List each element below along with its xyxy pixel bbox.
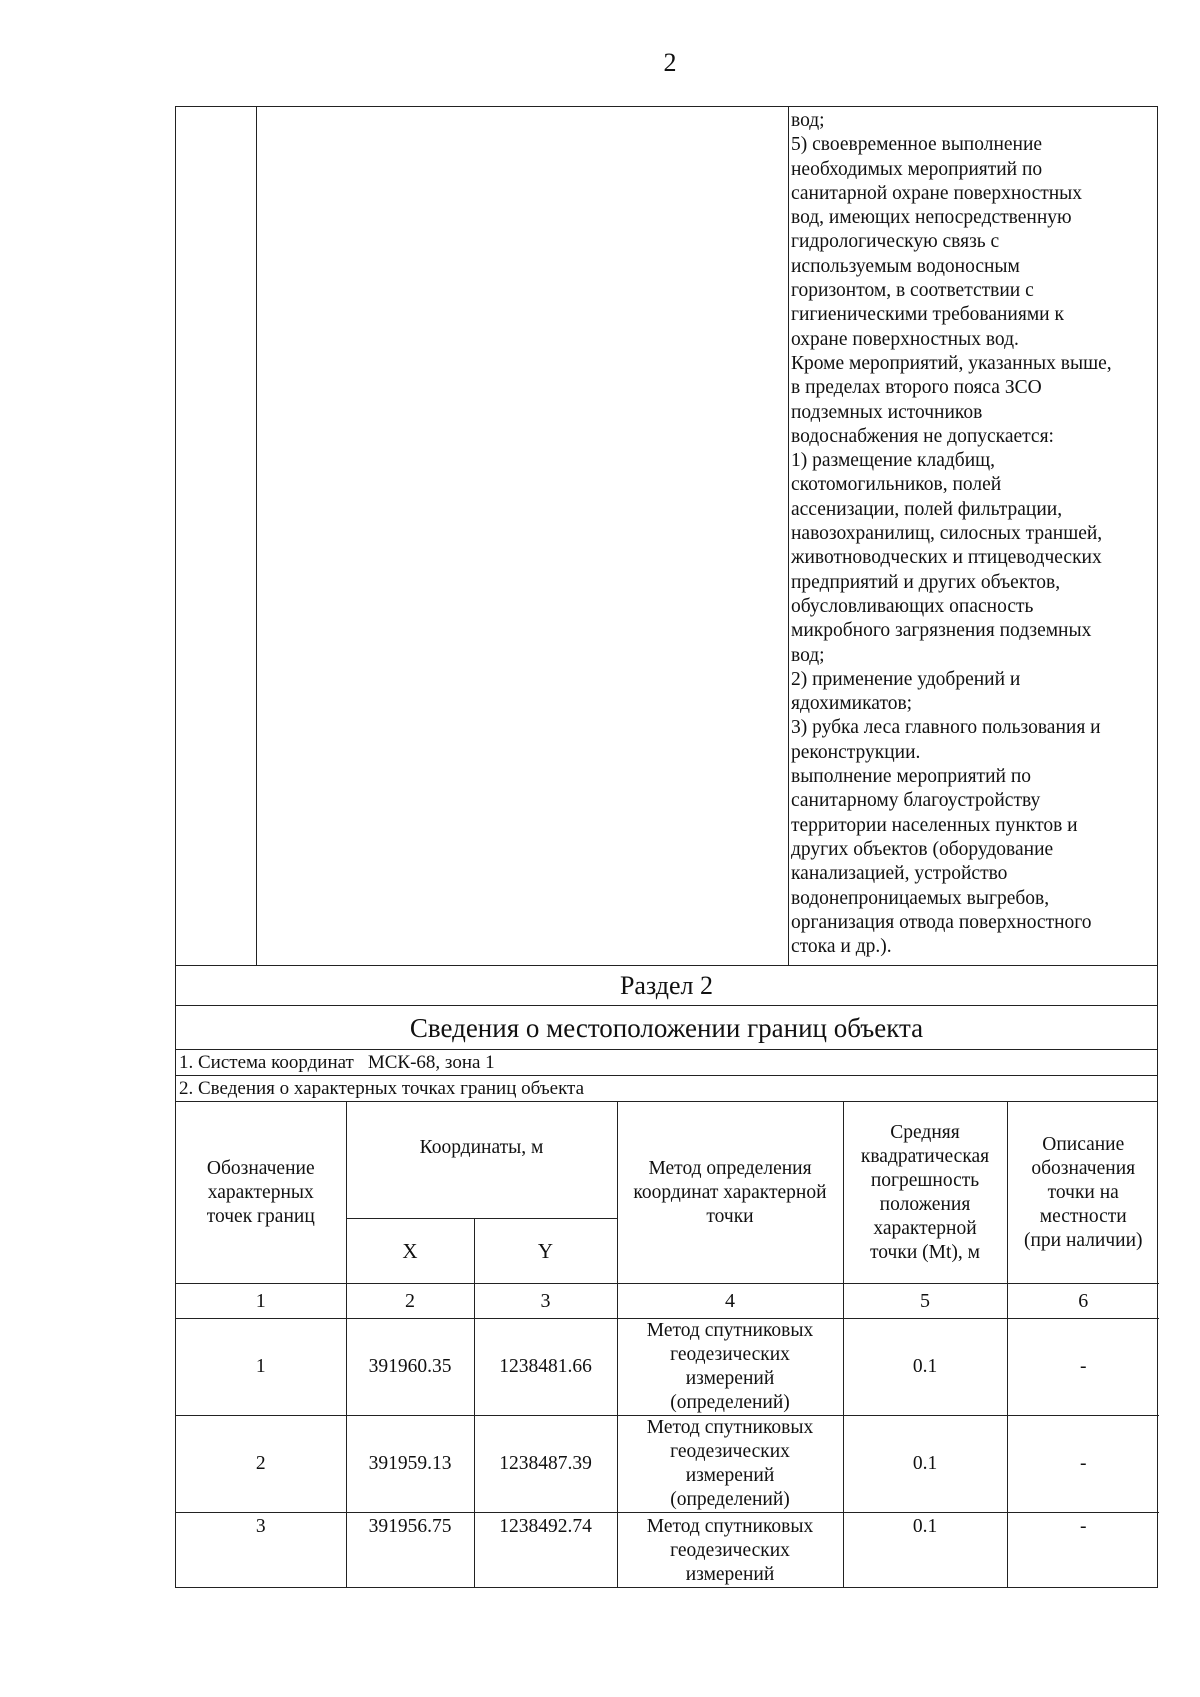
header-description — [1007, 1102, 1159, 1284]
point-x: 391959.13 — [346, 1416, 474, 1513]
coord-system-label: 1. Система координат — [179, 1052, 354, 1073]
point-y: 1238481.66 — [474, 1319, 617, 1416]
header-coordinates: Координаты, м — [346, 1102, 617, 1219]
column-number: 5 — [843, 1284, 1007, 1319]
continuation-line: канализацией, устройство — [791, 863, 1008, 885]
continuation-line: других объектов (оборудование — [791, 838, 1054, 860]
continuation-row — [176, 107, 1157, 966]
header-error — [843, 1102, 1007, 1284]
table-row — [176, 1416, 1159, 1513]
text-line: геодезических — [670, 1441, 790, 1462]
continuation-line: навозохранилищ, силосных траншей, — [791, 523, 1103, 545]
section-heading: Сведения о местоположении границ объекта — [176, 1006, 1157, 1050]
point-method — [617, 1319, 843, 1416]
continuation-line: 2) применение удобрений и — [791, 668, 1021, 690]
text-line: Описание — [1042, 1133, 1125, 1155]
point-id: 1 — [176, 1319, 346, 1416]
column-number: 6 — [1007, 1284, 1159, 1319]
coord-system-line — [176, 1050, 1157, 1076]
header-method — [617, 1102, 843, 1284]
column-number: 4 — [617, 1284, 843, 1319]
continuation-col-name — [257, 107, 789, 965]
continuation-line: санитарному благоустройству — [791, 790, 1041, 812]
continuation-line: санитарной охране поверхностных — [791, 182, 1083, 204]
text-line: геодезических — [670, 1344, 790, 1365]
continuation-line: Кроме мероприятий, указанных выше, — [791, 352, 1112, 374]
text-line: Метод спутниковых — [646, 1320, 814, 1341]
text-line: Метод определения — [648, 1157, 812, 1179]
text-line: измерений — [685, 1465, 775, 1486]
text-line: Средняя — [890, 1121, 960, 1143]
continuation-line: 1) размещение кладбищ, — [791, 450, 996, 472]
continuation-line: вод; — [791, 644, 825, 666]
continuation-col-number — [176, 107, 257, 965]
continuation-line: необходимых мероприятий по — [791, 158, 1043, 180]
document-table — [175, 106, 1158, 1588]
text-line: (определений) — [670, 1392, 790, 1413]
continuation-line: стока и др.). — [791, 936, 892, 958]
continuation-line: гигиеническими требованиями к — [791, 304, 1064, 326]
point-error: 0.1 — [843, 1416, 1007, 1513]
continuation-line: водонепроницаемых выгребов, — [791, 887, 1050, 909]
text-line: координат характерной — [633, 1181, 827, 1203]
text-line: характерных — [207, 1181, 314, 1203]
text-line: квадратическая — [860, 1145, 990, 1167]
continuation-line: используемым водоносным — [791, 255, 1020, 277]
point-x: 391956.75 — [346, 1513, 474, 1588]
continuation-line: вод; — [791, 110, 825, 131]
section-title: Раздел 2 — [176, 966, 1157, 1006]
page-number: 2 — [663, 48, 677, 77]
text-line: измерений — [685, 1564, 775, 1585]
text-line: характерной — [873, 1217, 977, 1239]
continuation-line: организация отвода поверхностного — [791, 911, 1092, 933]
continuation-line: обусловливающих опасность — [791, 595, 1034, 617]
header-designation — [176, 1102, 346, 1284]
column-number: 2 — [346, 1284, 474, 1319]
text-line: положения — [879, 1193, 971, 1215]
text-line: точки (Mt), м — [870, 1241, 980, 1263]
continuation-line: гидрологическую связь с — [791, 231, 1000, 253]
text-line: точки на — [1047, 1181, 1119, 1203]
continuation-line: реконструкции. — [791, 741, 921, 763]
continuation-line: микробного загрязнения подземных — [791, 620, 1092, 642]
point-y: 1238487.39 — [474, 1416, 617, 1513]
header-x: X — [346, 1219, 474, 1284]
text-line: (при наличии) — [1023, 1229, 1143, 1251]
continuation-line: охране поверхностных вод. — [791, 328, 1019, 350]
text-line: обозначения — [1031, 1157, 1136, 1179]
text-line: Обозначение — [206, 1157, 315, 1179]
point-id: 2 — [176, 1416, 346, 1513]
continuation-line: 5) своевременное выполнение — [791, 134, 1043, 156]
coord-system-value: МСК-68, зона 1 — [367, 1052, 495, 1073]
continuation-line: территории населенных пунктов и — [791, 814, 1078, 836]
text-line: точек границ — [206, 1205, 315, 1227]
points-table — [176, 1102, 1159, 1587]
point-error: 0.1 — [843, 1513, 1007, 1588]
text-line: (определений) — [670, 1489, 790, 1510]
text-line: Метод спутниковых — [646, 1417, 814, 1438]
table-row — [176, 1513, 1159, 1588]
continuation-line: подземных источников — [791, 401, 983, 423]
table-row — [176, 1319, 1159, 1416]
continuation-line: ядохимикатов; — [791, 693, 913, 715]
continuation-line: выполнение мероприятий по — [791, 766, 1031, 788]
continuation-line: животноводческих и птицеводческих — [791, 547, 1102, 569]
text-line: погрешность — [870, 1169, 980, 1191]
point-description: - — [1007, 1416, 1159, 1513]
continuation-line: водоснабжения не допускается: — [791, 425, 1054, 447]
continuation-line: 3) рубка леса главного пользования и — [791, 717, 1101, 739]
continuation-line: вод, имеющих непосредственную — [791, 207, 1072, 229]
column-numbers-row — [176, 1284, 1159, 1319]
point-description: - — [1007, 1319, 1159, 1416]
point-id: 3 — [176, 1513, 346, 1588]
text-line: точки — [706, 1205, 754, 1227]
continuation-line: в пределах второго пояса ЗСО — [791, 377, 1042, 399]
continuation-line: скотомогильников, полей — [791, 474, 1002, 496]
points-title: 2. Сведения о характерных точках границ объекта — [176, 1076, 1157, 1102]
header-y: Y — [474, 1219, 617, 1284]
text-line: геодезических — [670, 1540, 790, 1561]
point-method — [617, 1513, 843, 1588]
point-method — [617, 1416, 843, 1513]
continuation-line: ассенизации, полей фильтрации, — [791, 498, 1063, 520]
point-description: - — [1007, 1513, 1159, 1588]
text-line: Метод спутниковых — [646, 1516, 814, 1537]
point-y: 1238492.74 — [474, 1513, 617, 1588]
point-x: 391960.35 — [346, 1319, 474, 1416]
continuation-line: предприятий и других объектов, — [791, 571, 1061, 593]
text-line: местности — [1039, 1205, 1127, 1227]
point-error: 0.1 — [843, 1319, 1007, 1416]
column-number: 1 — [176, 1284, 346, 1319]
column-number: 3 — [474, 1284, 617, 1319]
continuation-line: горизонтом, в соответствии с — [791, 280, 1034, 302]
text-line: измерений — [685, 1368, 775, 1389]
continuation-text — [789, 107, 1157, 965]
